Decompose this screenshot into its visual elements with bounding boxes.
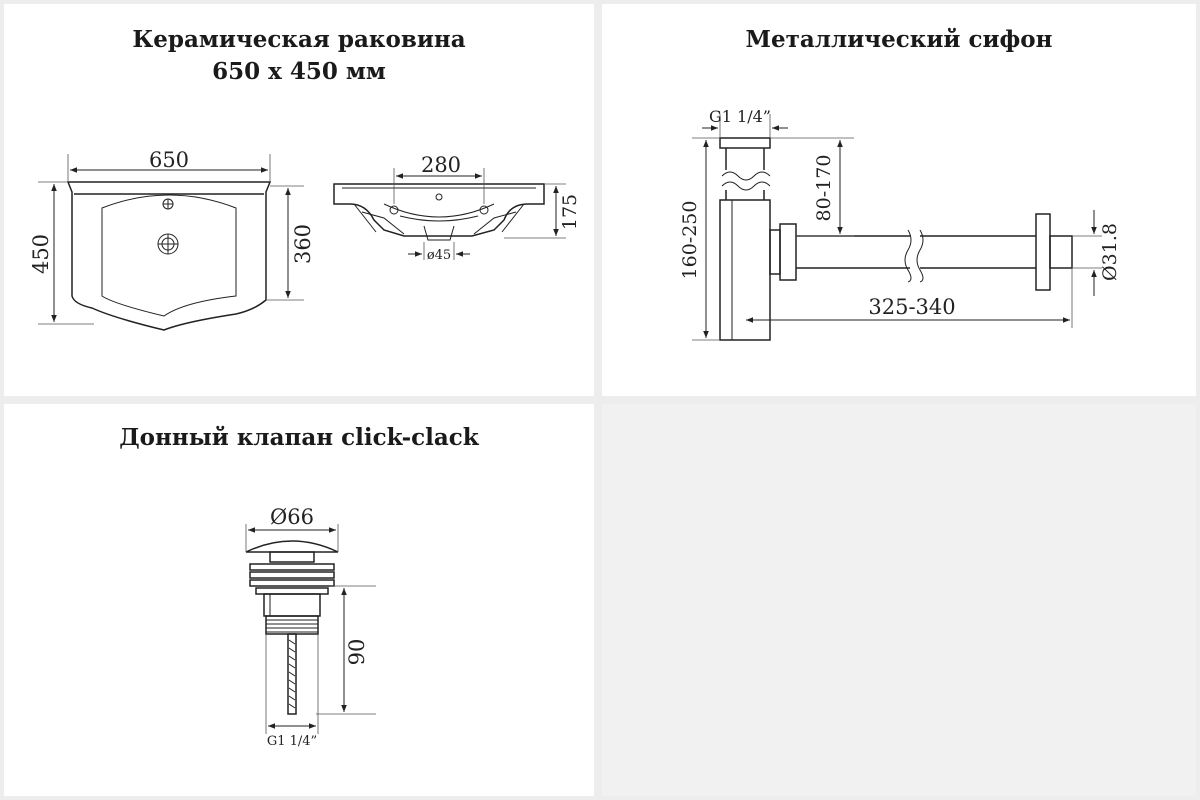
siphon-title: Металлический сифон bbox=[745, 26, 1053, 53]
siphon-panel bbox=[602, 4, 1196, 396]
siphon-adjust-label: 80-170 bbox=[813, 154, 835, 222]
sink-panel bbox=[4, 4, 594, 396]
valve-cap-diameter-label: Ø66 bbox=[270, 505, 314, 529]
siphon-height-label: 160-250 bbox=[679, 200, 701, 280]
sink-drawing bbox=[4, 4, 594, 396]
sink-hole-spacing-label: 280 bbox=[420, 153, 462, 177]
siphon-length-label: 325-340 bbox=[868, 295, 956, 319]
sink-height-label: 450 bbox=[29, 233, 53, 275]
valve-body bbox=[246, 541, 338, 714]
empty-panel bbox=[602, 404, 1196, 796]
sink-subtitle: 650 x 450 мм bbox=[212, 58, 386, 85]
sink-drain-label: ø45 bbox=[426, 248, 452, 263]
sink-inner-height-label: 360 bbox=[291, 223, 315, 265]
valve-height-label: 90 bbox=[345, 638, 369, 666]
sink-title: Керамическая раковина bbox=[132, 26, 466, 53]
valve-thread-label: G1 1/4” bbox=[266, 734, 318, 749]
valve-panel bbox=[4, 404, 594, 796]
valve-title: Донный клапан click-clack bbox=[119, 424, 479, 451]
sink-top-view bbox=[68, 182, 270, 330]
sink-depth-label: 175 bbox=[559, 193, 581, 231]
siphon-drawing bbox=[602, 4, 1196, 396]
siphon-pipe-diameter-label: Ø31.8 bbox=[1099, 223, 1121, 281]
sink-width-label: 650 bbox=[148, 148, 190, 172]
valve-drawing bbox=[4, 404, 594, 796]
siphon-thread-label: G1 1/4” bbox=[709, 107, 771, 126]
sink-front-view bbox=[334, 184, 544, 240]
